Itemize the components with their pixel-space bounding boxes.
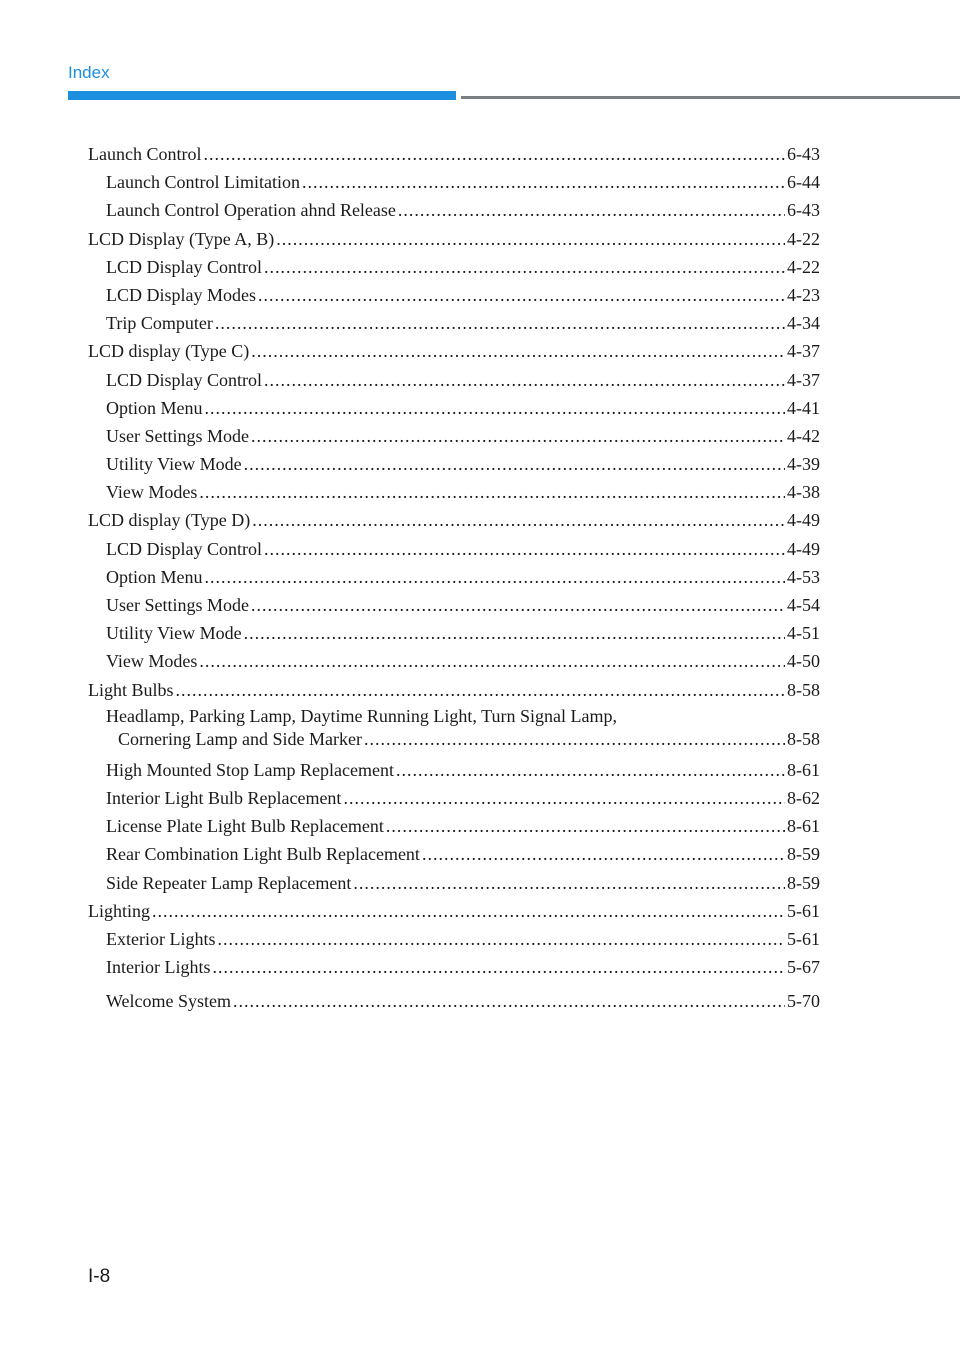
index-subentry: [88, 869, 820, 897]
entry-label: View Modes: [106, 478, 197, 506]
entry-page-ref: 4-49: [787, 538, 820, 559]
entry-page-ref: 4-34: [787, 313, 820, 334]
entry-label: User Settings Mode: [106, 422, 249, 450]
dot-leader: [422, 840, 785, 868]
entry-label: LCD Display Control: [106, 366, 262, 394]
index-entry: [88, 337, 820, 365]
entry-page-ref: 4-39: [787, 454, 820, 475]
index-subentry: [88, 619, 820, 647]
entry-label: LCD Display Control: [106, 535, 262, 563]
index-subentry: [88, 953, 820, 981]
index-subentry: [88, 704, 820, 750]
index-subentry: [88, 450, 820, 478]
entry-page-ref: 8-59: [787, 872, 820, 893]
dot-leader: [205, 563, 786, 591]
entry-label: Interior Lights: [106, 953, 210, 981]
index-subentry: [88, 478, 820, 506]
entry-label: Interior Light Bulb Replacement: [106, 784, 341, 812]
entry-page-ref: 8-61: [787, 759, 820, 780]
entry-page-ref: 4-37: [787, 341, 820, 362]
index-subentry: [88, 309, 820, 337]
entry-label: Utility View Mode: [106, 619, 242, 647]
entry-label: High Mounted Stop Lamp Replacement: [106, 756, 394, 784]
entry-label: Side Repeater Lamp Replacement: [106, 869, 351, 897]
index-subentry: [88, 563, 820, 591]
entry-label: LCD Display Modes: [106, 281, 256, 309]
entry-page-ref: 4-38: [787, 482, 820, 503]
index-subentry: [88, 535, 820, 563]
dot-leader: [251, 337, 785, 365]
dot-leader: [398, 196, 785, 224]
dot-leader: [152, 897, 785, 925]
dot-leader: [244, 619, 785, 647]
entry-page-ref: 8-58: [787, 728, 820, 749]
entry-label-continued: Cornering Lamp and Side Marker: [118, 728, 362, 749]
entry-page-ref: 8-58: [787, 679, 820, 700]
entry-page-ref: 5-61: [787, 928, 820, 949]
dot-leader: [386, 812, 785, 840]
entry-page-ref: 5-70: [787, 991, 820, 1012]
entry-label: Rear Combination Light Bulb Replacement: [106, 840, 420, 868]
entry-label: Option Menu: [106, 394, 203, 422]
entry-label: User Settings Mode: [106, 591, 249, 619]
index-subentry: [88, 987, 820, 1015]
entry-page-ref: 6-43: [787, 144, 820, 164]
entry-page-ref: 4-22: [787, 256, 820, 277]
entry-page-ref: 8-59: [787, 844, 820, 865]
entry-page-ref: 4-51: [787, 623, 820, 644]
dot-leader: [264, 253, 785, 281]
index-subentry: [88, 756, 820, 784]
index-subentry: [88, 168, 820, 196]
dot-leader: [396, 756, 785, 784]
dot-leader: [233, 987, 785, 1015]
entry-label: Launch Control Operation ahnd Release: [106, 196, 396, 224]
dot-leader: [251, 591, 785, 619]
entry-label: LCD display (Type C): [88, 337, 249, 365]
entry-label: Trip Computer: [106, 309, 213, 337]
dot-leader: [258, 281, 785, 309]
entry-page-ref: 5-61: [787, 900, 820, 921]
dot-leader: [252, 506, 785, 534]
dot-leader: [176, 676, 785, 704]
entry-label: Utility View Mode: [106, 450, 242, 478]
entry-label: Launch Control: [88, 140, 201, 168]
entry-page-ref: 5-67: [787, 957, 820, 978]
dot-leader: [199, 647, 785, 675]
dot-leader: [215, 309, 785, 337]
dot-leader: [212, 953, 785, 981]
index-subentry: [88, 647, 820, 675]
index-entry: [88, 140, 820, 168]
dot-leader: [264, 366, 785, 394]
dot-leader: [251, 422, 785, 450]
entry-label: Option Menu: [106, 563, 203, 591]
entry-page-ref: 4-41: [787, 397, 820, 418]
index-subentry: [88, 253, 820, 281]
entry-label: Welcome System: [106, 987, 231, 1015]
entry-page-ref: 8-62: [787, 787, 820, 808]
entry-label: View Modes: [106, 647, 197, 675]
index-subentry: [88, 281, 820, 309]
entry-page-ref: 4-22: [787, 228, 820, 249]
page-number: I-8: [88, 1266, 111, 1287]
header-accent-bar: [68, 91, 456, 100]
entry-page-ref: 4-50: [787, 651, 820, 672]
dot-leader: [343, 784, 785, 812]
index-subentry: [88, 394, 820, 422]
entry-page-ref: 6-44: [787, 172, 820, 193]
index-entry: [88, 225, 820, 253]
index-subentry: [88, 840, 820, 868]
entry-label: LCD Display Control: [106, 253, 262, 281]
dot-leader: [205, 394, 786, 422]
dot-leader: [353, 869, 785, 897]
entry-label: License Plate Light Bulb Replacement: [106, 812, 384, 840]
entry-label: Exterior Lights: [106, 925, 215, 953]
section-title: Index: [68, 63, 110, 82]
entry-label: LCD Display (Type A, B): [88, 225, 274, 253]
entry-page-ref: 8-61: [787, 816, 820, 837]
entry-page-ref: 4-49: [787, 510, 820, 531]
index-subentry: [88, 366, 820, 394]
entry-page-ref: 4-42: [787, 425, 820, 446]
index-entry: [88, 676, 820, 704]
index-entry: [88, 897, 820, 925]
index-subentry: [88, 784, 820, 812]
dot-leader: [302, 168, 785, 196]
dot-leader: [199, 478, 785, 506]
header-rule: [461, 96, 960, 99]
entry-page-ref: 4-54: [787, 595, 820, 615]
dot-leader: [244, 450, 785, 478]
index-subentry: [88, 812, 820, 840]
dot-leader: [264, 535, 785, 563]
index-subentry: [88, 925, 820, 953]
entry-label: LCD display (Type D): [88, 506, 250, 534]
index-subentry: [88, 591, 820, 619]
entry-label: Headlamp, Parking Lamp, Daytime Running Light, Turn Signal Lamp,: [106, 705, 617, 726]
entry-label: Lighting: [88, 897, 150, 925]
entry-label: Launch Control Limitation: [106, 168, 300, 196]
dot-leader: [203, 140, 785, 168]
entry-label: Light Bulbs: [88, 676, 174, 704]
entry-page-ref: 4-37: [787, 369, 820, 390]
dot-leader: [217, 925, 785, 953]
entry-page-ref: 6-43: [787, 200, 820, 221]
index-subentry: [88, 422, 820, 450]
index-list: [88, 140, 820, 1015]
index-entry: [88, 506, 820, 534]
dot-leader: [276, 225, 785, 253]
index-subentry: [88, 196, 820, 224]
dot-leader: [364, 728, 785, 750]
entry-page-ref: 4-23: [787, 284, 820, 305]
entry-page-ref: 4-53: [787, 566, 820, 587]
